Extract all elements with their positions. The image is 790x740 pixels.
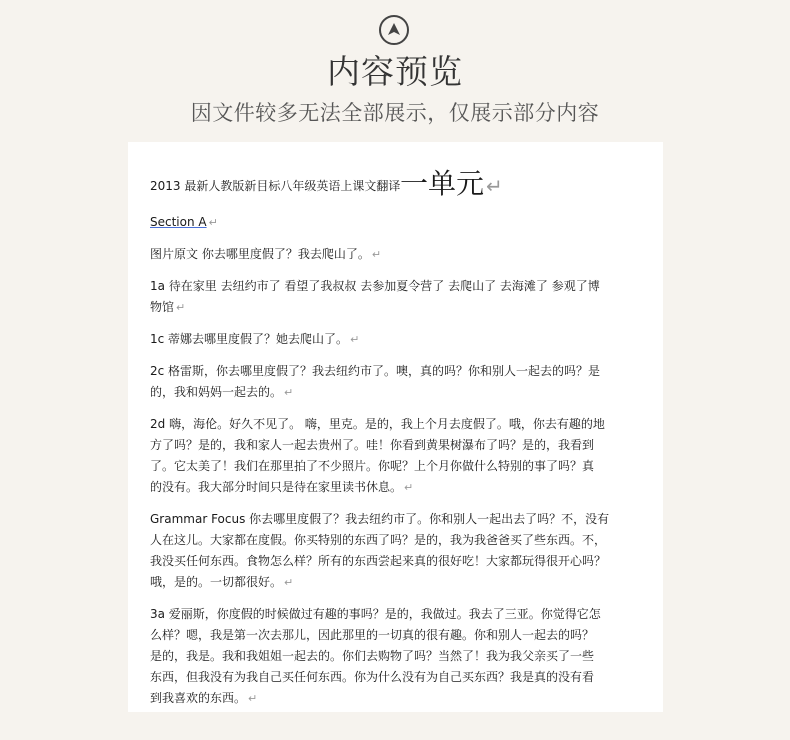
paragraph-line: 东西，但我没有为我自己买任何东西。你为什么没有为自己买东西？我是真的没有看 xyxy=(150,670,595,684)
paragraph-mark-icon: ↵ xyxy=(176,301,186,314)
preview-subtitle: 因文件较多无法全部展示，仅展示部分内容 xyxy=(190,101,600,125)
paragraph-line: 的，我和妈妈一起去的。 ↵ xyxy=(150,385,294,399)
paragraph-gap xyxy=(150,318,620,329)
section-heading: Section A ↵ xyxy=(150,215,218,229)
paragraph-gap xyxy=(150,233,620,244)
paragraph xyxy=(150,361,620,403)
paragraph-line: 2d 嗨，海伦。好久不见了。 嗨，里克。是的，我上个月去度假了。哦，你去有趣的地 xyxy=(150,417,605,431)
paragraph-line: 人在这儿。大家都在度假。你买特别的东西了吗？是的，我为我爸爸买了些东西。不， xyxy=(150,533,607,547)
preview-header xyxy=(0,0,790,142)
paragraph-mark-icon: ↵ xyxy=(284,386,294,399)
paragraph-line: 1c 蒂娜去哪里度假了？她去爬山了。 ↵ xyxy=(150,332,360,346)
chevron-up-circle-icon xyxy=(379,15,409,45)
paragraph-line: 到我喜欢的东西。 ↵ xyxy=(150,691,258,705)
paragraph xyxy=(150,604,620,709)
paragraph-line: 2c 格雷斯，你去哪里度假了？我去纽约市了。噢，真的吗？你和别人一起去的吗？是 xyxy=(150,364,601,378)
paragraph-line: 物馆 ↵ xyxy=(150,300,186,314)
paragraph-list xyxy=(150,233,620,709)
paragraph-line: 么样？嗯，我是第一次去那儿，因此那里的一切真的很有趣。你和别人一起去的吗？ xyxy=(150,628,595,642)
paragraph-line: 是的，我是。我和我姐姐一起去的。你们去购物了吗？当然了！我为我父亲买了一些 xyxy=(150,649,595,663)
paragraph-mark-icon: ↵ xyxy=(248,692,258,705)
paragraph-line: 哦，是的。一切都很好。 ↵ xyxy=(150,575,294,589)
paragraph-gap xyxy=(150,403,620,414)
document-title-small: 2013 最新人教版新目标八年级英语上课文翻译 xyxy=(150,179,401,193)
paragraph-line: 了。它太美了！我们在那里拍了不少照片。你呢？上个月你做什么特别的事了吗？真 xyxy=(150,459,595,473)
paragraph-gap xyxy=(150,498,620,509)
paragraph-line: Grammar Focus 你去哪里度假了？我去纽约市了。你和别人一起出去了吗？不，没有 xyxy=(150,512,610,526)
paragraph-line: 3a 爱丽斯，你度假的时候做过有趣的事吗？是的，我做过。我去了三亚。你觉得它怎 xyxy=(150,607,601,621)
paragraph-mark-icon: ↵ xyxy=(371,248,382,261)
paragraph-line: 1a 待在家里 去纽约市了 看望了我叔叔 去参加夏令营了 去爬山了 去海滩了 参观了博 xyxy=(150,279,600,293)
document-page xyxy=(128,142,663,712)
preview-title: 内容预览 xyxy=(327,52,463,91)
paragraph-line: 的没有。我大部分时间只是待在家里读书休息。 ↵ xyxy=(150,480,414,494)
paragraph-mark-icon: ↵ xyxy=(284,576,294,589)
paragraph-mark-icon: ↵ xyxy=(404,481,414,494)
paragraph-mark-icon: ↵ xyxy=(350,333,360,346)
paragraph-gap xyxy=(150,265,620,276)
document-title-big: 一单元 ↵ xyxy=(400,167,503,200)
paragraph-line: 图片原文 你去哪里度假了？我去爬山了。 ↵ xyxy=(150,247,382,261)
paragraph xyxy=(150,414,620,498)
paragraph-line: 我没买任何东西。食物怎么样？所有的东西尝起来真的很好吃！大家都玩得很开心吗？ xyxy=(150,554,607,568)
document-title xyxy=(150,160,620,198)
paragraph xyxy=(150,329,620,350)
paragraph xyxy=(150,276,620,318)
document-body xyxy=(150,160,620,709)
paragraph xyxy=(150,509,620,593)
paragraph xyxy=(150,244,620,265)
paragraph-line: 方了吗？是的，我和家人一起去贵州了。哇！你看到黄果树瀑布了吗？是的，我看到 xyxy=(150,438,595,452)
paragraph-gap xyxy=(150,350,620,361)
paragraph-gap xyxy=(150,593,620,604)
